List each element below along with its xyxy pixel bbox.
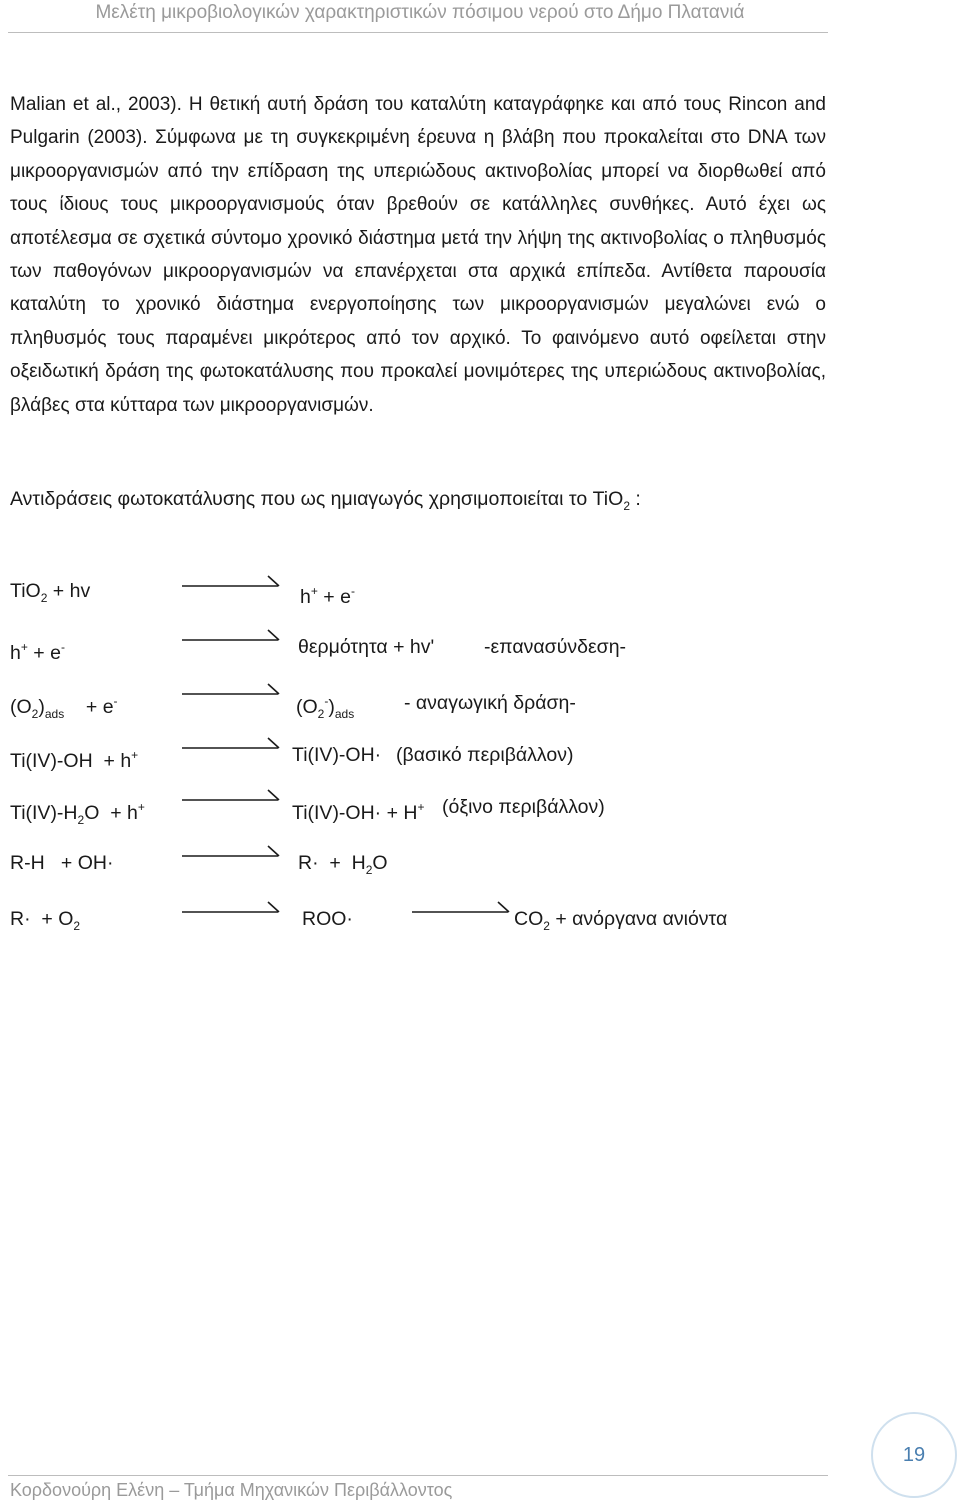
reaction-7-arrow-1: [182, 898, 282, 918]
reaction-1-reactants: TiO$_2$ + hv: [10, 580, 91, 605]
reaction-6-reactants: R-H + OH·: [10, 852, 114, 874]
footer-divider: [8, 1475, 828, 1476]
reactions-intro: [10, 484, 826, 521]
reaction-6-products: $R\cdot + H_2O$: [298, 852, 388, 877]
reaction-4-reactants: Ti(IV)-OH + h+: [10, 748, 139, 772]
reaction-7-reactants: $R\cdot + O_2$: [10, 908, 81, 933]
page-footer: [10, 1478, 452, 1502]
reaction-5-arrow: [182, 786, 282, 806]
reaction-4-products: Ti(IV)-OH·: [292, 744, 382, 766]
reaction-6-arrow: [182, 842, 282, 862]
intro-subscript: 2: [623, 499, 630, 513]
reaction-7-intermediate: ROO·: [302, 908, 353, 930]
reaction-5-products: Ti(IV)-OH· + H+: [292, 800, 425, 824]
reaction-3-products: $(O_2^-)_{ads}$: [296, 694, 355, 721]
reaction-2-products: θερμότητα + hv': [298, 636, 435, 658]
intro-text: Αντιδράσεις φωτοκατάλυσης που ως ημιαγωγός χρησιμοποιείται το TiO: [10, 488, 624, 510]
intro-end: :: [630, 488, 641, 510]
reaction-3-reactants: $(O_2)_{ads}$ + e-: [10, 694, 118, 721]
reaction-7-products: $CO_2 + \alpha\nu ό\rho\gamma\alpha\nu\alpha$ ανιόντα: [514, 908, 728, 933]
header-title: Μελέτη μικροβιολογικών χαρακτηριστικών πόσιμου νερού στο Δήμο Πλατανιά: [95, 2, 745, 23]
reaction-3-arrow: [182, 680, 282, 700]
reaction-2-reactants: h+ + e-: [10, 640, 65, 664]
reaction-4-arrow: [182, 734, 282, 754]
reaction-2-note: -επανασύνδεση-: [484, 636, 627, 658]
reaction-5-note: (όξινο περιβάλλον): [442, 796, 605, 818]
reaction-1-arrow: [182, 572, 282, 592]
reaction-7-arrow-2: [412, 898, 512, 918]
page-header: [0, 0, 840, 30]
main-paragraph: [10, 88, 826, 422]
reaction-1-products: h+ + e-: [300, 584, 355, 608]
page-number-badge: [871, 1412, 957, 1498]
page-number: 19: [902, 1443, 926, 1466]
paragraph-text: Malian et al., 2003). Η θετική αυτή δράση του καταλύτη καταγράφηκε και από τους Rincon and Pulgarin (2003). Σύμφωνα με τη συγκεκριμένη έρευνα η βλάβη που προκαλείται στο DNA των μικροοργανισμών από την επίδραση της υπεριώδους ακτινοβολίας μπορεί να διορθωθεί από τους ίδιους τους μικροοργανισμούς όταν βρεθούν σε κατάλληλες συνθήκες. Αυτό έχει ως αποτέλεσμα σε σχετικά σύντομο χρονικό διάστημα μετά την λήψη της ακτινοβολίας ο πληθυσμός των παθογόνων μικροοργανισμών να επανέρχεται στα αρχικά επίπεδα. Αντίθετα παρουσία καταλύτη το χρονικό διάστημα ενεργοποίησης των μικροοργανισμών μεγαλώνει ενώ ο πληθυσμός τους παραμένει μικρότερος από τον αρχικό. Το φαινόμενο αυτό οφείλεται στην οξειδωτική δράση της φωτοκατάλυσης που προκαλεί μονιμότερες της υπεριώδους ακτινοβολίας, βλάβες στα κύτταρα των μικροοργανισμών.: [10, 94, 826, 416]
reaction-2-arrow: [182, 626, 282, 646]
footer-author: Κορδονούρη Ελένη – Τμήμα Μηχανικών Περιβάλλοντος: [10, 1480, 453, 1500]
reaction-5-reactants: $Ti(IV)-H_2O + h^+$: [10, 800, 145, 827]
reaction-3-note: - αναγωγική δράση-: [404, 692, 576, 714]
reaction-4-note: (βασικό περιβάλλον): [396, 744, 574, 766]
header-divider: [8, 32, 828, 33]
